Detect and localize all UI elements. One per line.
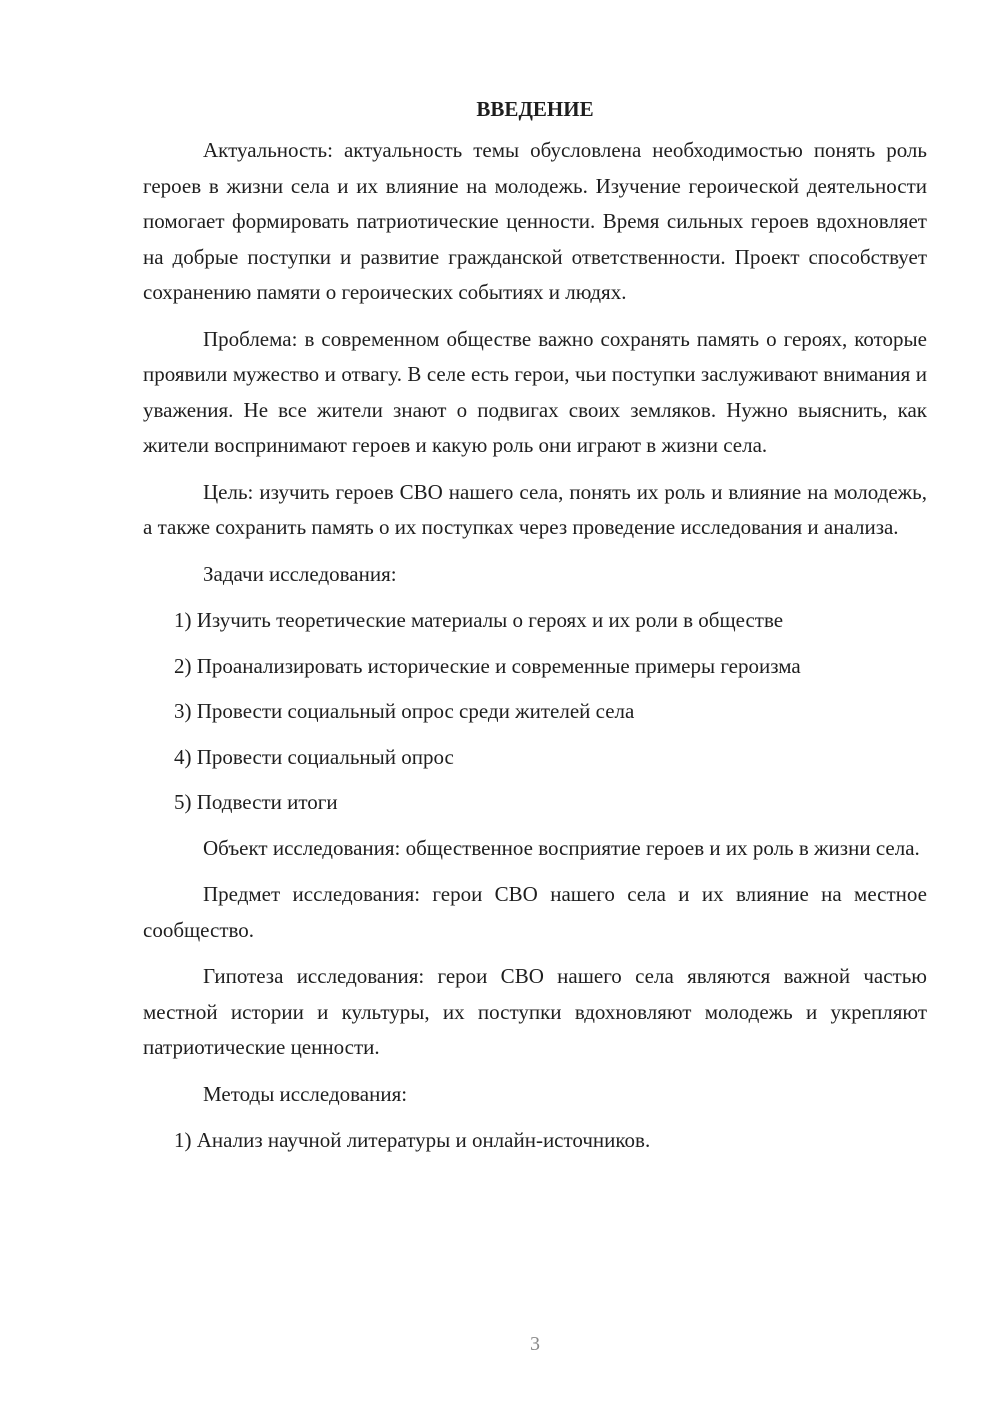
task-item: 5) Подвести итоги xyxy=(174,790,338,814)
tasks-label: Задачи исследования: xyxy=(203,561,397,586)
task-item: 4) Провести социальный опрос xyxy=(174,744,454,769)
task-item: 1) Изучить теоретические материалы о героях и их роли в обществе xyxy=(174,608,784,632)
section-heading: ВВЕДЕНИЕ xyxy=(476,97,594,121)
methods-label: Методы исследования: xyxy=(203,1081,408,1106)
task-item: 3) Провести социальный опрос среди жителей села xyxy=(174,699,635,723)
object-paragraph: Объект исследования: общественное восприятие героев и их роль в жизни села. xyxy=(203,835,920,860)
method-item: 1) Анализ научной литературы и онлайн-источников. xyxy=(174,1128,651,1152)
subject-paragraph: Предмет исследования: герои СВО нашего села и их влияние на местное сообщество. xyxy=(143,882,927,942)
hypothesis-paragraph: Гипотеза исследования: герои СВО нашего села являются важной частью местной истории и культуры, их поступки вдохновляют молодежь и укрепляют патриотические ценности. xyxy=(143,964,927,1059)
relevance-paragraph: Актуальность: актуальность темы обусловлена необходимостью понять роль героев в жизни села и их влияние на молодежь. Изучение героической деятельности помогает формировать патриотические ценности. Время сильных героев вдохновляет на добрые поступки и развитие гражданской ответственности. Проект способствует сохранению памяти о героических событиях и людях. xyxy=(143,138,927,304)
tasks-list xyxy=(143,603,927,821)
page-number: 3 xyxy=(530,1333,540,1355)
methods-list xyxy=(143,1123,927,1159)
goal-paragraph: Цель: изучить героев СВО нашего села, понять их роль и влияние на молодежь, а также сохранить память о их поступках через проведение исследования и анализа. xyxy=(143,479,927,539)
task-item: 2) Проанализировать исторические и современные примеры героизма xyxy=(174,653,801,678)
page-content xyxy=(143,92,927,1169)
problem-paragraph: Проблема: в современном обществе важно сохранять память о героях, которые проявили мужество и отвагу. В селе есть герои, чьи поступки заслуживают внимания и уважения. Не все жители знают о подвигах своих земляков. Нужно выяснить, как жители воспринимают героев и какую роль они играют в жизни села. xyxy=(143,326,927,457)
